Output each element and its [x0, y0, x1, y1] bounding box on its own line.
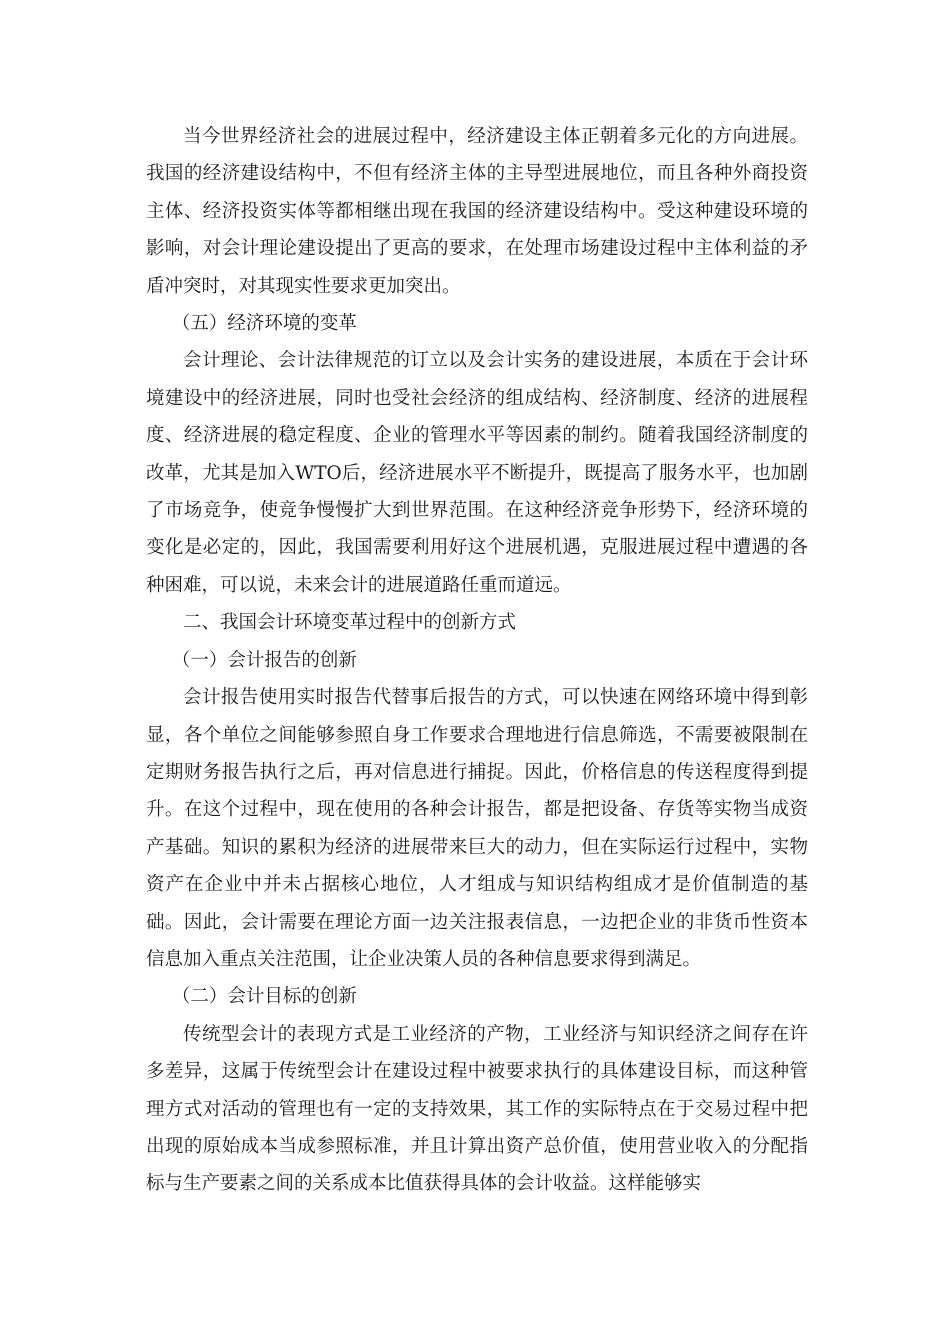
- document-body: [146, 118, 808, 1203]
- section-heading-goal-innovation: （二）会计目标的创新: [171, 986, 357, 1008]
- paragraph-economic-environment: 会计理论、会计法律规范的订立以及会计实务的建设进展，本质在于会计环境建设中的经济进展，同时也受社会经济的组成结构、经济制度、经济的进展程度、经济进展的稳定程度、企业的管理水平等因素的制约。随着我国经济制度的改革，尤其是加入WTO后，经济进展水平不断提升，既提高了服务水平，也加剧了市场竞争，使竞争慢慢扩大到世界范围。在这种经济竞争形势下，经济环境的变化是必定的，因此，我国需要利用好这个进展机遇，克服进展过程中遭遇的各种困难，可以说，未来会计的进展道路任重而道远。: [146, 350, 808, 596]
- paragraph-report-innovation: 会计报告使用实时报告代替事后报告的方式，可以快速在网络环境中得到彰显，各个单位之间能够参照自身工作要求合理地进行信息筛选，不需要被限制在定期财务报告执行之后，再对信息进行捕捉。因此，价格信息的传送程度得到提升。在这个过程中，现在使用的各种会计报告，都是把设备、存货等实物当成资产基础。知识的累积为经济的进展带来巨大的动力，但在实际运行过程中，实物资产在企业中并未占据核心地位，人才组成与知识结构组成才是价值制造的基础。因此，会计需要在理论方面一边关注报表信息，一边把企业的非货币性资本信息加入重点关注范围，让企业决策人员的各种信息要求得到满足。: [146, 687, 808, 970]
- paragraph-goal-innovation: 传统型会计的表现方式是工业经济的产物，工业经济与知识经济之间存在许多差异，这属于传统型会计在建设过程中被要求执行的具体建设目标，而这种管理方式对活动的管理也有一定的支持效果，其工作的实际特点在于交易过程中把出现的原始成本当成参照标准，并且计算出资产总价值，使用营业收入的分配指标与生产要素之间的关系成本比值获得具体的会计收益。这样能够实: [146, 1023, 808, 1195]
- paragraph-economic-subjects: 当今世界经济社会的进展过程中，经济建设主体正朝着多元化的方向进展。我国的经济建设结构中，不但有经济主体的主导型进展地位，而且各种外商投资主体、经济投资实体等都相继出现在我国的经济建设结构中。受这种建设环境的影响，对会计理论建设提出了更高的要求，在处理市场建设过程中主体利益的矛盾冲突时，对其现实性要求更加突出。: [146, 126, 808, 297]
- chapter-heading-innovation-methods: 二、我国会计环境变革过程中的创新方式: [183, 612, 517, 634]
- section-heading-report-innovation: （一）会计报告的创新: [171, 649, 357, 671]
- section-heading-economic-environment: （五）经济环境的变革: [171, 313, 357, 335]
